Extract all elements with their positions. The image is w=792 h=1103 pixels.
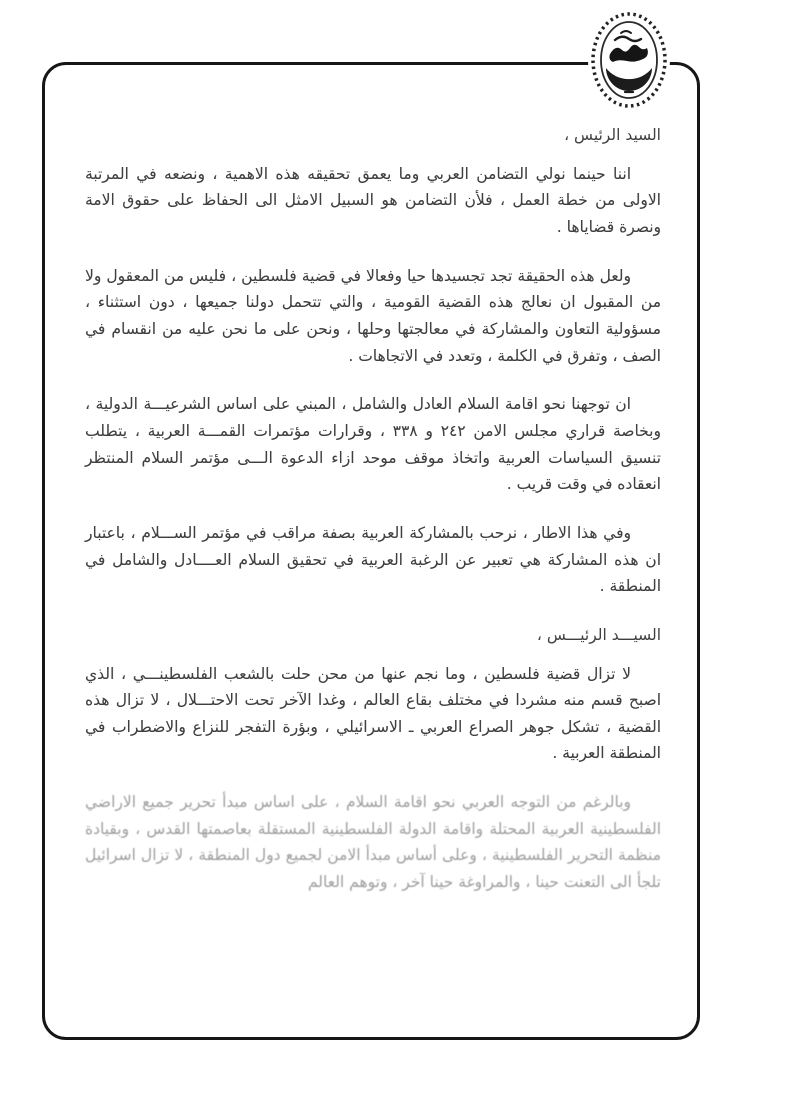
paragraph: ولعل هذه الحقيقة تجد تجسيدها حيا وفعالا في قضية فلسطين ، فليس من المعقول ولا من المقبول ان نعالج هذه القضية القومية ، والتي تتحمل دولنا جميعها ، دون استثناء ، مسؤولية التعاون والمشاركة في معالجتها وحلها ، ونحن على ما نحن عليه من انقسام في الصف ، وتفرق في الكلمة ، وتعدد في الاتجاهات . <box>85 266 661 365</box>
paragraph: لا تزال قضية فلسطين ، وما نجم عنها من محن حلت بالشعب الفلسطينـــي ، الذي اصبح قسم منه مشردا في مختلف بقاع العالم ، وغدا الآخر تحت الاحتـــلال ، لا تزال هذه القضية ، تشكل جوهر الصراع العربي ـ الاسرائيلي ، وبؤرة التفجر للنزاع والاضطراب في المنطقة العربية . <box>85 664 661 763</box>
paragraph: وفي هذا الاطار ، نرحب بالمشاركة العربية بصفة مراقب في مؤتمر الســـلام ، باعتبار ان هذه المشاركة هي تعبير عن الرغبة العربية في تحقيق السلام العــــادل والشامل في المنطقة . <box>85 523 661 596</box>
document-body <box>85 122 661 896</box>
paragraph-faded: وبالرغم من التوجه العربي نحو اقامة السلام ، على اساس مبدأ تحرير جميع الاراضي الفلسطينية العربية المحتلة واقامة الدولة الفلسطينية المستقلة بعاصمتها القدس ، وبقيادة منظمة التحرير الفلسطينية ، وعلى أساس مبدأ الامن لجميع دول المنطقة ، لا تزال اسرائيل تلجأ الى التعنت حينا ، والمراوغة حينا آخر ، وتوهم العالم <box>85 793 661 892</box>
paragraph: اننا حينما نولي التضامن العربي وما يعمق تحقيقه هذه الاهمية ، ونضعه في المرتبة الاولى من خطة العمل ، فلأن التضامن هو السبيل الامثل الى الحفاظ على حقوق الامة ونصرة قضاياها . <box>85 164 661 236</box>
salutation-line: السيد الرئيس ، <box>564 126 661 144</box>
arab-league-emblem-icon <box>588 10 670 110</box>
salutation-line: السيـــد الرئيـــس ، <box>536 625 661 644</box>
paragraph: ان توجهنا نحو اقامة السلام العادل والشامل ، المبني على اساس الشرعيـــة الدولية ، وبخاصة قراري مجلس الامن ٢٤٢ و ٣٣٨ ، وقرارات مؤتمرات القمـــة العربية ، يتطلب تنسيق السياسات العربية واتخاذ موقف موحد ازاء الدعوة الـــى مؤتمر السلام المنتظر انعقاده في وقت قريب . <box>85 395 661 494</box>
